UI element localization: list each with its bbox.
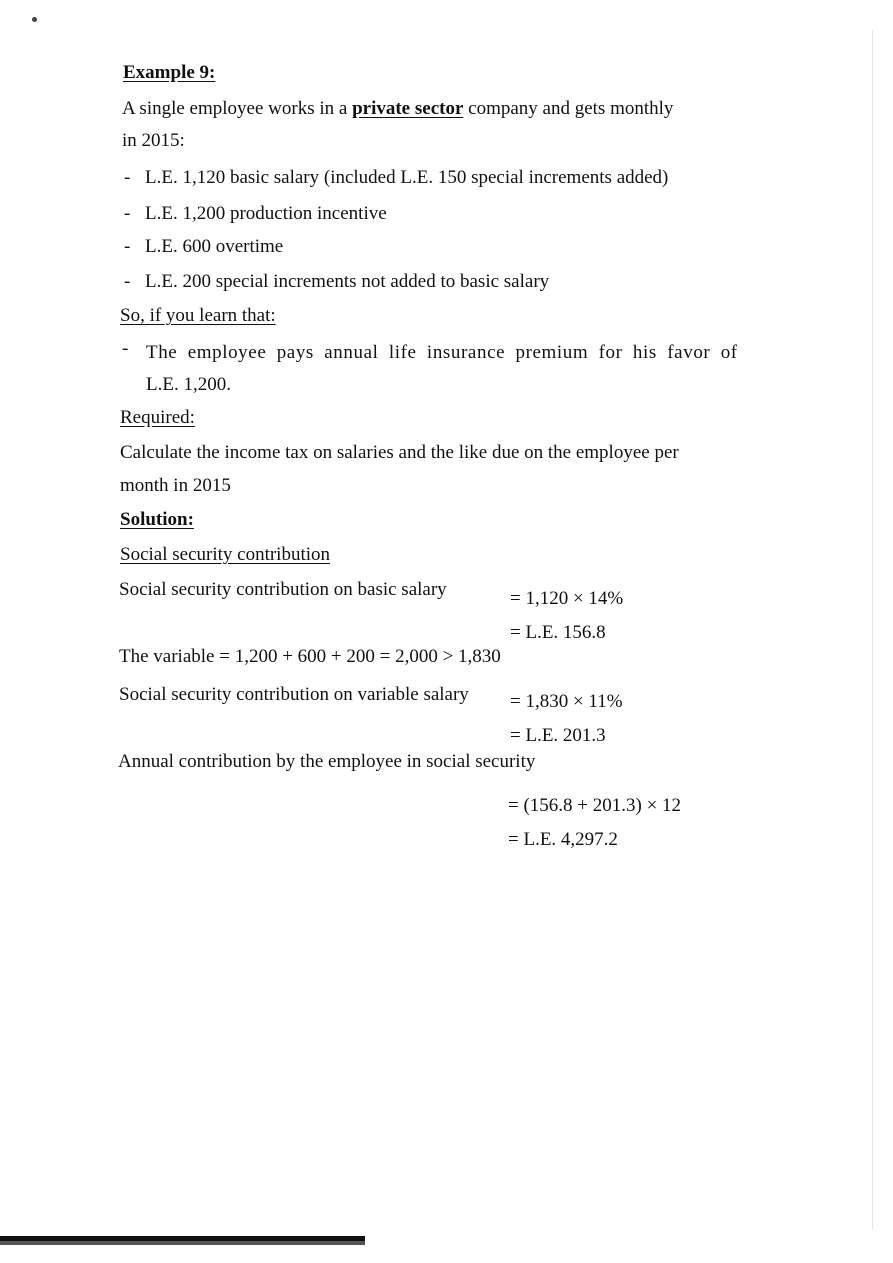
variable-contribution-label: Social security contribution on variable salary bbox=[119, 684, 469, 705]
condition-line-2: L.E. 1,200. bbox=[146, 374, 231, 395]
intro-line-1 bbox=[122, 99, 673, 118]
variable-contribution-formula: = 1,830 × 11% bbox=[510, 691, 623, 712]
condition-heading: So, if you learn that: bbox=[120, 305, 276, 326]
page-edge-shadow bbox=[872, 30, 873, 1230]
bullet-dash: - bbox=[122, 338, 129, 359]
bullet-dash: - bbox=[124, 236, 131, 257]
annual-contribution-result: = L.E. 4,297.2 bbox=[508, 829, 618, 850]
list-item: L.E. 1,120 basic salary (included L.E. 150 special increments added) bbox=[145, 167, 669, 188]
required-line-2: month in 2015 bbox=[120, 475, 231, 496]
intro-emphasis: private sector bbox=[352, 98, 464, 119]
example-heading: Example 9: bbox=[123, 62, 216, 83]
required-line-1: Calculate the income tax on salaries and the like due on the employee per bbox=[120, 442, 679, 463]
bullet-dash: - bbox=[124, 203, 131, 224]
required-heading: Required: bbox=[120, 407, 195, 428]
basic-contribution-formula: = 1,120 × 14% bbox=[510, 588, 624, 609]
section-heading: Social security contribution bbox=[120, 544, 331, 565]
basic-contribution-label: Social security contribution on basic salary bbox=[119, 579, 447, 600]
annual-contribution-formula: = (156.8 + 201.3) × 12 bbox=[508, 795, 682, 816]
bullet-dash: - bbox=[124, 271, 131, 292]
condition-line-1: The employee pays annual life insurance premium for his favor of bbox=[146, 342, 738, 363]
annual-contribution-label: Annual contribution by the employee in social security bbox=[118, 751, 536, 772]
list-item: L.E. 1,200 production incentive bbox=[145, 203, 387, 224]
solution-heading: Solution: bbox=[120, 509, 194, 530]
scan-speck bbox=[32, 17, 37, 22]
variable-calculation: The variable = 1,200 + 600 + 200 = 2,000 > 1,830 bbox=[119, 646, 501, 667]
scan-bottom-bar bbox=[0, 1236, 365, 1245]
intro-suffix: company and gets monthly bbox=[463, 98, 674, 119]
list-item: L.E. 600 overtime bbox=[145, 236, 284, 257]
bullet-dash: - bbox=[124, 167, 131, 188]
list-item: L.E. 200 special increments not added to basic salary bbox=[145, 271, 550, 292]
intro-prefix: A single employee works in a bbox=[122, 98, 353, 119]
basic-contribution-result: = L.E. 156.8 bbox=[510, 622, 606, 643]
variable-contribution-result: = L.E. 201.3 bbox=[510, 725, 606, 746]
intro-line-2: in 2015: bbox=[122, 130, 185, 151]
